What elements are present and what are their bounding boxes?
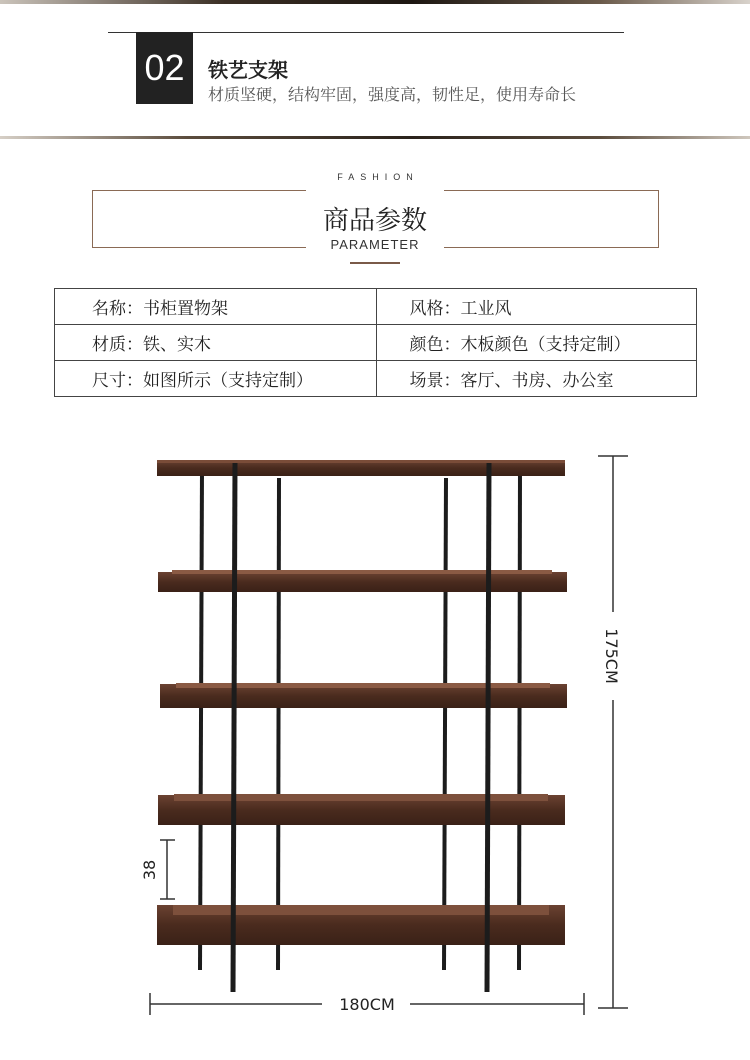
shelf-2	[158, 570, 567, 592]
spec-material-cell: 材质：铁、实木	[55, 325, 377, 361]
spec-scene-cell: 场景：客厅、书房、办公室	[376, 361, 697, 397]
shelf-bottom	[157, 905, 565, 945]
parameter-title: 商品参数	[322, 206, 427, 236]
feature-title: 铁艺支架	[208, 58, 288, 82]
spec-name-cell: 名称：书柜置物架	[55, 289, 377, 325]
parameter-subtitle: PARAMETER	[330, 237, 420, 252]
width-label: 180CM	[339, 995, 395, 1014]
shelf-gap-dimension	[160, 840, 175, 899]
shelf-4	[158, 794, 565, 825]
shelf-gap-label: 38	[140, 859, 159, 881]
spec-style-cell: 风格：工业风	[376, 289, 697, 325]
shelf-top	[157, 460, 565, 476]
height-dimension	[598, 456, 628, 1008]
height-label: 175CM	[602, 628, 621, 684]
shelf-3	[160, 683, 567, 708]
fashion-tag: FASHION	[337, 172, 419, 182]
feature-number: 02	[144, 47, 185, 88]
feature-description: 材质坚硬，结构牢固，强度高，韧性足，使用寿命长	[208, 85, 577, 104]
back-posts	[200, 468, 520, 970]
spec-size-cell: 尺寸：如图所示（支持定制）	[55, 361, 377, 397]
spec-color-cell: 颜色：木板颜色（支持定制）	[376, 325, 697, 361]
